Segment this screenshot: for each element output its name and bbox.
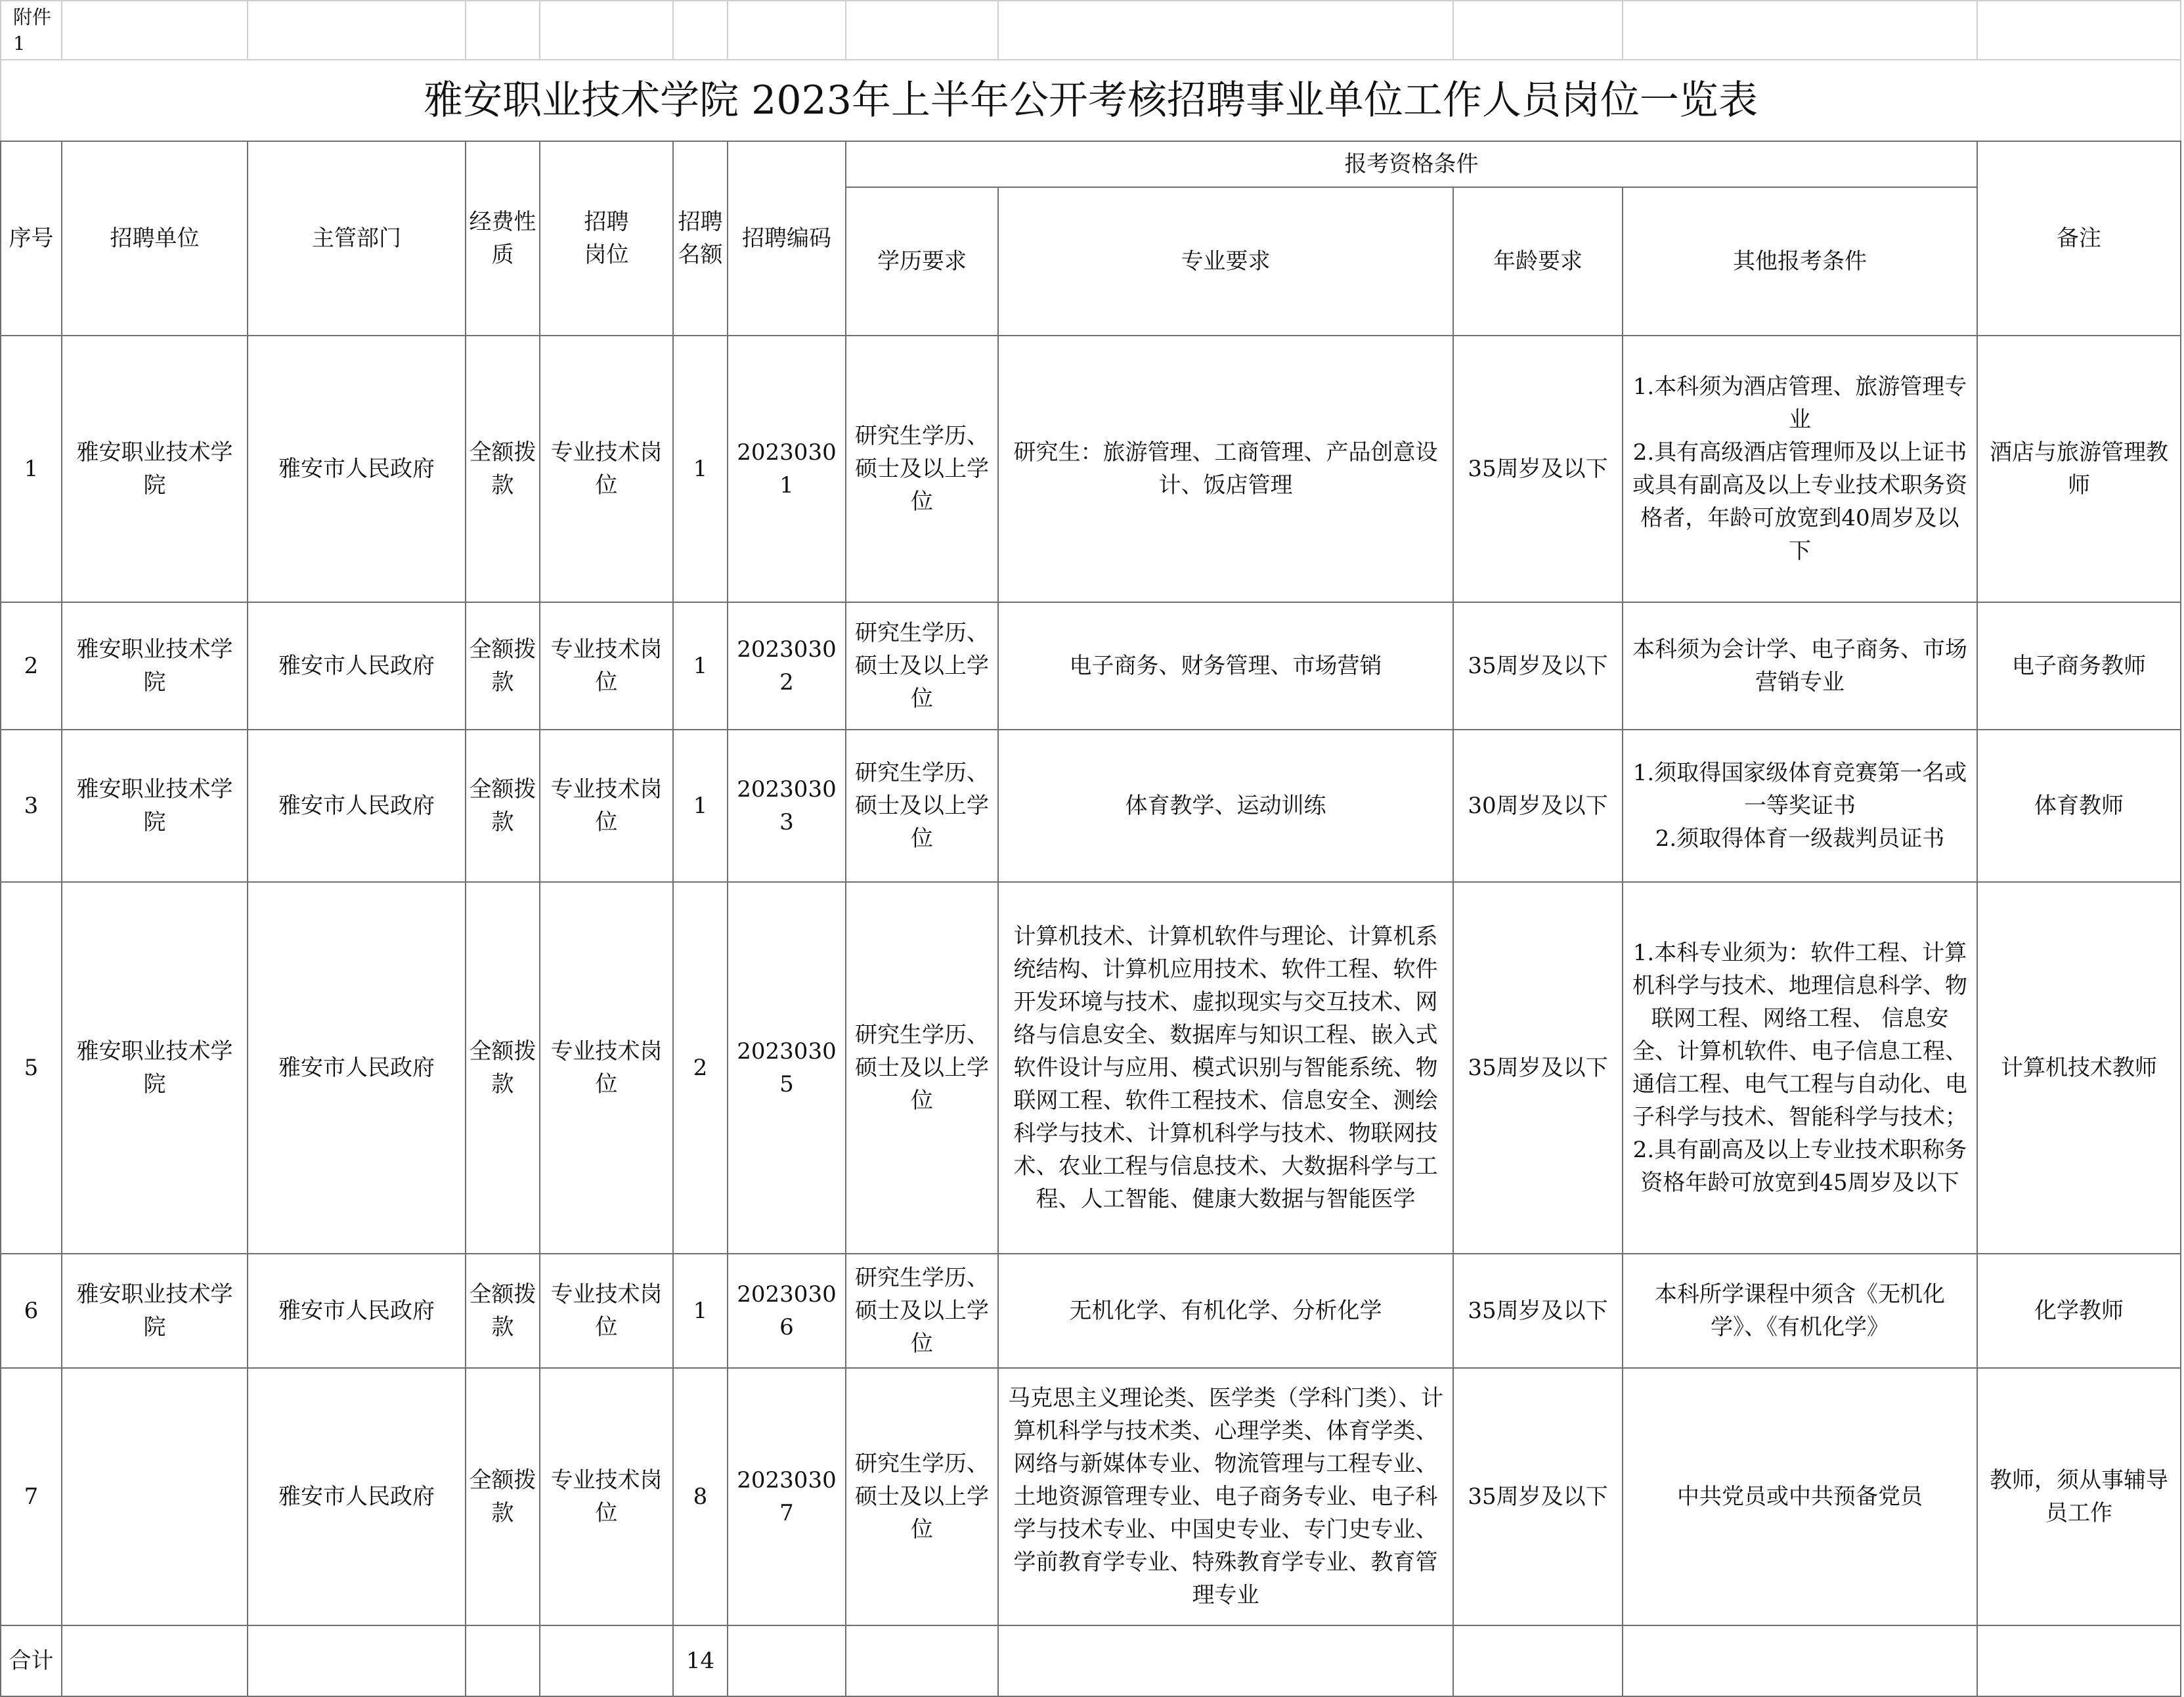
cell-education: 研究生学历、硕士及以上学位: [846, 1254, 998, 1368]
table-row: [1, 336, 2181, 602]
cell-quota: 1: [673, 730, 728, 882]
cell-unit: 雅安职业技术学院: [62, 882, 248, 1254]
cell-unit: 雅安职业技术学院: [62, 730, 248, 882]
total-label: 合计: [1, 1625, 62, 1696]
total-row: [1, 1625, 2181, 1696]
cell-other: [1623, 602, 1977, 730]
table-row: [1, 1254, 2181, 1368]
cell-quota: 8: [673, 1368, 728, 1625]
cell-unit: 雅安职业技术学院: [62, 602, 248, 730]
cell-funding: 全额拨款: [466, 1254, 540, 1368]
cell-remark: 化学教师: [1977, 1254, 2181, 1368]
cell-dept: 雅安市人民政府: [248, 1368, 466, 1625]
header-remark: 备注: [1977, 141, 2181, 336]
table-row: [1, 730, 2181, 882]
cell-funding: 全额拨款: [466, 1368, 540, 1625]
cell-seq: 6: [1, 1254, 62, 1368]
cell-code: 20230301: [728, 336, 846, 602]
cell-dept: 雅安市人民政府: [248, 730, 466, 882]
cell-remark: 酒店与旅游管理教师: [1977, 336, 2181, 602]
cell-remark: 计算机技术教师: [1977, 882, 2181, 1254]
cell-code: 20230305: [728, 882, 846, 1254]
cell-quota: 1: [673, 1254, 728, 1368]
header-funding: 经费性质: [466, 141, 540, 336]
header-seq: 序号: [1, 141, 62, 336]
cell-code: 20230303: [728, 730, 846, 882]
cell-funding: 全额拨款: [466, 602, 540, 730]
cell-quota: 1: [673, 602, 728, 730]
cell-major: 计算机技术、计算机软件与理论、计算机系统结构、计算机应用技术、软件工程、软件开发环境与技术、虚拟现实与交互技术、网络与信息安全、数据库与知识工程、嵌入式软件设计与应用、模式识别与智能系统、物联网工程、软件工程技术、信息安全、测绘科学与技术、计算机科学与技术、物联网技术、农业工程与信息技术、大数据科学与工程、人工智能、健康大数据与智能医学: [998, 882, 1453, 1254]
cell-dept: 雅安市人民政府: [248, 336, 466, 602]
table-row: [1, 602, 2181, 730]
cell-major: 研究生：旅游管理、工商管理、产品创意设计、饭店管理: [998, 336, 1453, 602]
cell-post: 专业技术岗位: [540, 1368, 673, 1625]
cell-age: 35周岁及以下: [1453, 336, 1623, 602]
cell-education: 研究生学历、硕士及以上学位: [846, 336, 998, 602]
cell-code: 20230306: [728, 1254, 846, 1368]
cell-education: 研究生学历、硕士及以上学位: [846, 730, 998, 882]
cell-funding: 全额拨款: [466, 336, 540, 602]
header-education: 学历要求: [846, 187, 998, 336]
cell-quota: 2: [673, 882, 728, 1254]
header-code: 招聘编码: [728, 141, 846, 336]
cell-education: 研究生学历、硕士及以上学位: [846, 1368, 998, 1625]
cell-remark: 体育教师: [1977, 730, 2181, 882]
cell-age: 35周岁及以下: [1453, 602, 1623, 730]
attachment-row: [1, 1, 2181, 60]
other-condition-line: 1.本科须为酒店管理、旅游管理专业: [1632, 374, 1967, 433]
header-row-1: [1, 141, 2181, 187]
header-major: 专业要求: [998, 187, 1453, 336]
cell-post: 专业技术岗位: [540, 1254, 673, 1368]
cell-code: 20230307: [728, 1368, 846, 1625]
cell-major: 无机化学、有机化学、分析化学: [998, 1254, 1453, 1368]
title-row: [1, 60, 2181, 141]
cell-other: [1623, 336, 1977, 602]
other-condition-line: 1.本科专业须为：软件工程、计算机科学与技术、地理信息科学、物联网工程、网络工程、 信息安全、计算机软件、电子信息工程、通信工程、电气工程与自动化、电子科学与技术、智能科学与技术；: [1632, 940, 1967, 1130]
cell-remark: 教师，须从事辅导员工作: [1977, 1368, 2181, 1625]
other-condition-line: 中共党员或中共预备党员: [1677, 1484, 1923, 1510]
cell-other: [1623, 730, 1977, 882]
cell-major: 体育教学、运动训练: [998, 730, 1453, 882]
header-age: 年龄要求: [1453, 187, 1623, 336]
cell-unit: [62, 1368, 248, 1625]
cell-age: 30周岁及以下: [1453, 730, 1623, 882]
other-condition-line: 1.须取得国家级体育竞赛第一名或一等奖证书: [1632, 760, 1967, 819]
attachment-label: 附件1: [1, 1, 62, 60]
header-qualifications: 报考资格条件: [846, 141, 1977, 187]
total-quota: 14: [673, 1625, 728, 1696]
cell-seq: 5: [1, 882, 62, 1254]
cell-age: 35周岁及以下: [1453, 1368, 1623, 1625]
cell-post: 专业技术岗位: [540, 882, 673, 1254]
cell-seq: 3: [1, 730, 62, 882]
cell-education: 研究生学历、硕士及以上学位: [846, 882, 998, 1254]
cell-education: 研究生学历、硕士及以上学位: [846, 602, 998, 730]
table-row: [1, 1368, 2181, 1625]
cell-dept: 雅安市人民政府: [248, 1254, 466, 1368]
table-row: [1, 882, 2181, 1254]
cell-post: 专业技术岗位: [540, 730, 673, 882]
other-condition-line: 2.具有高级酒店管理师及以上证书或具有副高及以上专业技术职务资格者，年龄可放宽到40周岁及以下: [1632, 439, 1967, 564]
cell-age: 35周岁及以下: [1453, 882, 1623, 1254]
cell-post: 专业技术岗位: [540, 336, 673, 602]
cell-age: 35周岁及以下: [1453, 1254, 1623, 1368]
cell-other: [1623, 882, 1977, 1254]
other-condition-line: 2.具有副高及以上专业技术职称务资格年龄可放宽到45周岁及以下: [1632, 1137, 1967, 1196]
cell-remark: 电子商务教师: [1977, 602, 2181, 730]
cell-funding: 全额拨款: [466, 730, 540, 882]
cell-seq: 7: [1, 1368, 62, 1625]
cell-major: 电子商务、财务管理、市场营销: [998, 602, 1453, 730]
cell-unit: 雅安职业技术学院: [62, 336, 248, 602]
header-quota: 招聘名额: [673, 141, 728, 336]
cell-dept: 雅安市人民政府: [248, 882, 466, 1254]
cell-dept: 雅安市人民政府: [248, 602, 466, 730]
header-unit: 招聘单位: [62, 141, 248, 336]
cell-other: [1623, 1254, 1977, 1368]
page-title: 雅安职业技术学院 2023年上半年公开考核招聘事业单位工作人员岗位一览表: [1, 60, 2181, 141]
cell-other: [1623, 1368, 1977, 1625]
header-post: 招聘岗位: [540, 141, 673, 336]
cell-funding: 全额拨款: [466, 882, 540, 1254]
cell-unit: 雅安职业技术学院: [62, 1254, 248, 1368]
cell-seq: 2: [1, 602, 62, 730]
cell-major: 马克思主义理论类、医学类（学科门类）、计算机科学与技术类、心理学类、体育学类、网络与新媒体专业、物流管理与工程专业、土地资源管理专业、电子商务专业、电子科学与技术专业、中国史专业、专门史专业、学前教育学专业、特殊教育学专业、教育管理专业: [998, 1368, 1453, 1625]
cell-code: 20230302: [728, 602, 846, 730]
other-condition-line: 2.须取得体育一级裁判员证书: [1655, 826, 1945, 852]
cell-quota: 1: [673, 336, 728, 602]
header-other: 其他报考条件: [1623, 187, 1977, 336]
cell-seq: 1: [1, 336, 62, 602]
cell-post: 专业技术岗位: [540, 602, 673, 730]
other-condition-line: 本科所学课程中须含《无机化学》、《有机化学》: [1655, 1281, 1945, 1340]
other-condition-line: 本科须为会计学、电子商务、市场营销专业: [1632, 636, 1967, 695]
header-dept: 主管部门: [248, 141, 466, 336]
